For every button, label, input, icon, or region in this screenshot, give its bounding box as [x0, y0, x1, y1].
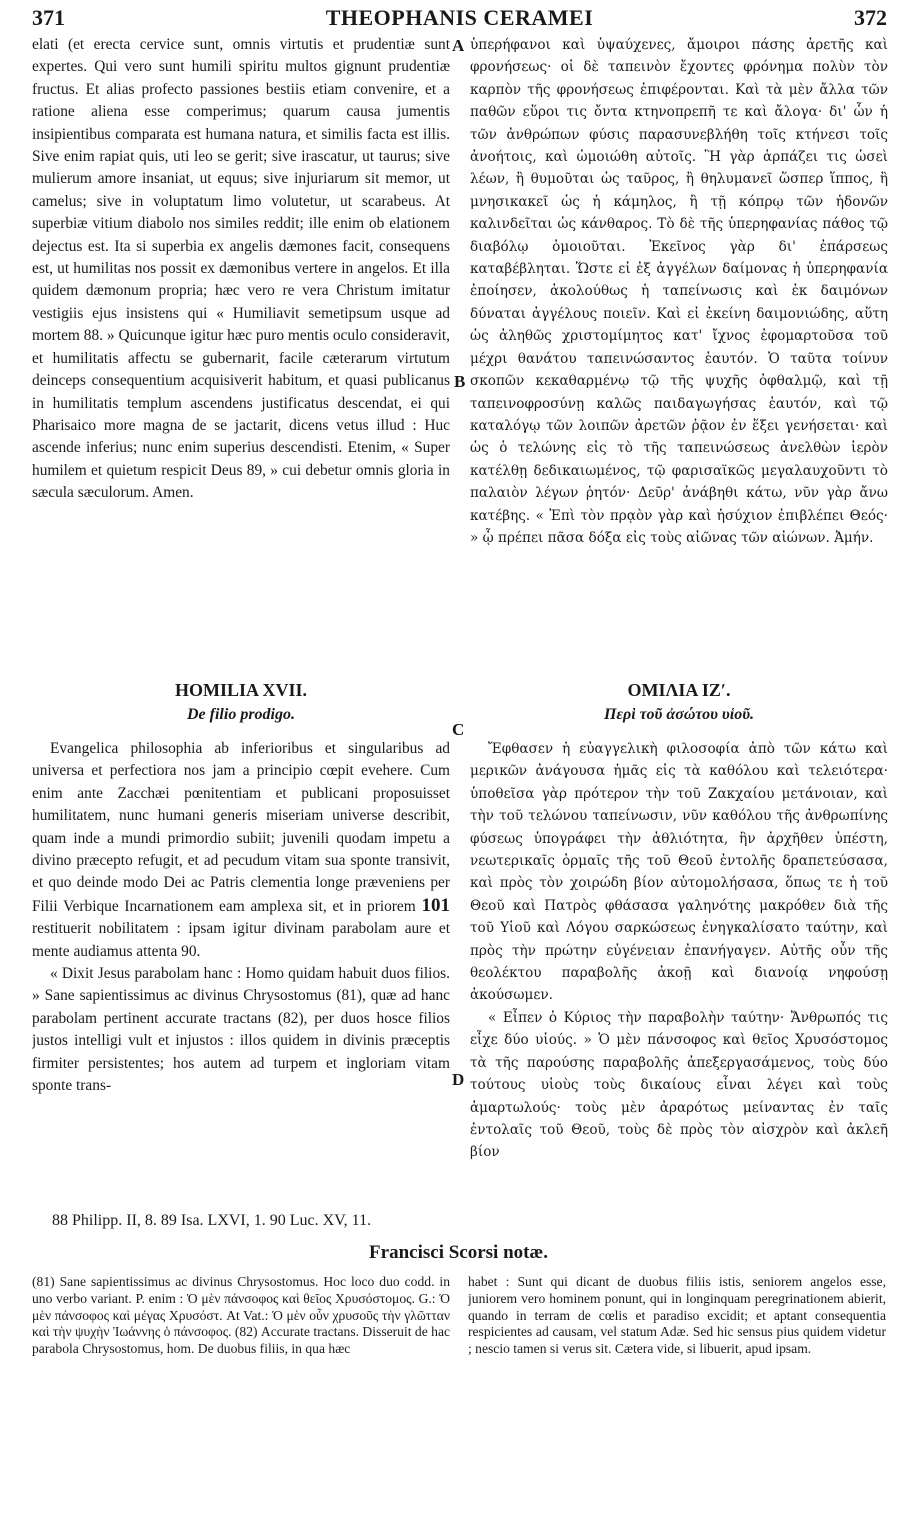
notes-left-column — [32, 1274, 450, 1404]
latin-homily-paragraph — [32, 738, 450, 963]
latin-homily-title: HOMILIA XVII. — [174, 680, 308, 700]
greek-column-homily — [470, 738, 888, 1208]
greek-homily-subtitle: Περὶ τοῦ ἀσώτου υἱοῦ. — [603, 706, 755, 723]
latin-text-run: Evangelica philosophia ab inferioribus et singularibus ad universa et perfectiora nos jam a principio cœpit evehere. Cum enim ante Zacchæi pœnitentiam et publicani proposuisset humilitatem, nunc humani generis miseriam universe describit, quam inde a mundi primordio subiit; juvenili quodam impetu a divino præcepto refugit, et ad pecudum vitam sua sponte transivit, et quo deinde modo Dei ac Patris clementia longe præveniens per Filii Verbique Incarnationem eam amplexa sit, et in priorem — [32, 740, 450, 915]
page-number-right: 372 — [853, 5, 887, 30]
greek-homily-paragraph: « Εἶπεν ὁ Κύριος τὴν παραβολὴν ταύτην· Ἄνθρωπός τις εἶχε δύο υἱούς. » Ὁ μὲν πάνσοφος καὶ θεῖος Χρυσόστομος τὰ τῆς παρούσης παραβολῆς ἀπεξεργασάμενος, τοὺς δύο τούτους υἱοὺς τοὺς δικαίους εἶναι λέγει καὶ τοὺς ἁμαρτωλούς· τοὺς μὲν ἀραρότως μείναντας ἐν ταῖς ἐντολαῖς τοῦ Θεοῦ, τοὺς δὲ πρὸς τὸν αἰσχρὸν καὶ ἀκλεῆ βίον — [470, 1009, 888, 1161]
greek-column-top — [470, 34, 888, 674]
column-number: 101 — [421, 894, 450, 916]
notes-title: Francisci Scorsi notæ. — [369, 1242, 548, 1263]
note-text: (81) Sane sapientissimus ac divinus Chrysostomus. Hoc loco duo codd. in uno verbo variant. P. enim : Ὁ μὲν πάνσοφος καὶ θεῖος Χρυσόστομος. G.: Ὁ μὲν πάνσοφος καὶ μέγας Χρυσόστ. At Vat.: Ὁ μὲν οὖν χρυσοῦς τὴν γλῶτταν καὶ τὴν ψυχὴν Ἰωάννης ὁ πάνσοφος. (82) Accurate tractans. Disseruit de hac parabola Chrysostomus, hom. De duobus filiis, in qua hæc — [32, 1274, 450, 1357]
latin-text-run: restituerit nobilitatem : ipsam igitur divinam parabolam aure et mente audiamus attenta 90. — [32, 920, 450, 960]
margin-letter-a: A — [452, 36, 465, 55]
running-title: THEOPHANIS CERAMEI — [325, 5, 594, 30]
margin-letter-b: B — [454, 372, 466, 391]
page-number-left: 371 — [32, 5, 65, 30]
running-head — [32, 6, 887, 30]
note-text: habet : Sunt qui dicant de duobus filiis istis, seniorem angelos esse, juniorem vero hominem ponunt, qui in longinquam peregrinationem abierit, quando in terram de cœlis et paradiso excidit; et aptant consequentia respicientes ad causam, vel statum Adæ. Sed hic sensus pius quidem videtur ; nescio tamen si verus sit. Cætera vide, si libuerit, apud ipsam. — [468, 1274, 886, 1357]
greek-homily-title: ΟΜΙΛΙΑ ΙΖʹ. — [627, 680, 731, 700]
footnotes: 88 Philipp. II, 8. 89 Isa. LXVI, 1. 90 Luc. XV, 11. — [52, 1212, 372, 1229]
latin-column-top — [32, 34, 450, 674]
latin-paragraph: elati (et erecta cervice sunt, omnis virtutis et prudentiæ sunt expertes. Qui vero sunt humili spiritu multos gignunt prudentiæ fructus. Et alias profecto passiones bestiis etiam convenire, et a ratione aliena esse comperimus; quarum causa jumentis insipientibus comparata est humana natura, et similis facta est illis. Sive enim rapiat quis, uti leo se gerit; sive irascatur, ut taurus; sive mulierum amore insaniat, ut equus; sive injuriarum sit memor, ut camelus; sive in voluptatum limo volutetur, ut scarabeus. At superbiæ vitium diabolo nos similes reddit; ille enim ob elationem dejectus est. Ita si superbia ex angelis dæmones facit, consequens est, ut humilitas nos possit ex dæmonibus vertere in angelos. Et illa quidem dæmonum propria; hæc vero re vera Christum imitatur vestigiis ejus insistens qui « Humiliavit semetipsum usque ad mortem 88. » Quicunque igitur hæc puro mentis oculo consideravit, et humilitatis affectu se gubernarit, facile cæterarum virtutum deinceps consequentium acquisiverit habitum, et quasi publicanus in humilitatis templum ascendens justificatus descendat, ei qui Pharisaico more magna de se jactarit, dicens vetus illud : Huc ascende inferius; nunc enim superius descendisti. Etenim, « Super humilem et quietum respicit Deus 89, » cui debetur omnis gloria in sæcula sæculorum. Amen. — [32, 36, 450, 502]
margin-letter-c: C — [452, 720, 465, 739]
latin-homily-paragraph: « Dixit Jesus parabolam hanc : Homo quidam habuit duos filios. » Sane sapientissimus ac divinus Chrysostomus (81), quæ ad hanc parabolam pertinent accurate tractans (82), per duos hosce filios justos intelligi vult et injustos : illos quidem in divinis præceptis firmiter persistentes; hos autem ad turpem et ingloriam vitam sponte trans- — [32, 965, 450, 1095]
latin-homily-subtitle: De filio prodigo. — [187, 706, 295, 723]
margin-letter-d: D — [452, 1070, 465, 1089]
greek-paragraph: ὑπερήφανοι καὶ ὑψαύχενες, ἄμοιροι πάσης ἀρετῆς καὶ φρονήσεως· οἱ δὲ ταπεινὸν ἔχοντες φρόνημα πολὺν τὸν καρπὸν τῆς φρονήσεως ἐπιφέρονται. Καὶ τὰ μὲν ἄλλα τῶν παθῶν εὕροι τις ὄντα κτηνοπρεπῆ τε καὶ ἄλογα· δι' ὧν ἡ τῶν ἀνθρώπων φύσις παρασυνεβλήθη τοῖς κτήνεσι τοῖς ἀνοήτοις, καὶ ὡμοιώθη αὐτοῖς. Ἢ γὰρ ἁρπάζει τις ὡσεὶ λέων, ἢ θυμοῦται ὡς ταῦρος, ἢ θηλυμανεῖ ὥσπερ ἵππος, ἢ μνησικακεῖ ὡς ἡ κάμηλος, ἢ τῇ κόπρῳ τῶν ἡδονῶν καλινδεῖται ὡς κάνθαρος. Τὸ δὲ τῆς ὑπερηφανίας πάθος τῷ διαβόλῳ ὁμοιοῦται. Ἐκεῖνος γὰρ δι' ἐπάρσεως καταβέβληται. Ὥστε εἰ ἐξ ἀγγέλων δαίμονας ἡ ὑπερηφανία ἐποίησεν, ἀκολούθως ἡ ταπείνωσις καὶ ἐκ δαιμόνων δύναται ἀγγέλους ποιεῖν. Καὶ εἰ ἐκείνη δαιμονιώδης, αὕτη ὡς ἀληθῶς χριστομίμητος κατ' ἴχνος ἐφομαρτοῦσα τοῦ μέχρι θανάτου ταπεινώσαντος ἑαυτόν. Ὁ ταῦτα τοίνυν σκοπῶν κεκαθαρμένῳ τῷ τῆς ψυχῆς ὀφθαλμῷ, καὶ τῇ ταπεινοφροσύνῃ καλῶς παιδαγωγήσας ἑαυτόν, καὶ τῷ καταλόγῳ τῶν λοιπῶν ἀρετῶν ῥᾷον ἐν ἕξει γενήσεται· καὶ ὡς ὁ τελώνης εἰς τὸ τῆς ταπεινώσεως ἀνελθὼν ἱερὸν κατέλθῃ δεδικαιωμένος, τῷ φαρισαϊκῶς μεγαλαυχοῦντι τὸ παλαιὸν λέγων ῥητόν· Δεῦρ' ἀνάβηθι κάτω, νῦν γὰρ ἄνω κατέβης. « Ἐπὶ τὸν πρᾳὸν γὰρ καὶ ἡσύχιον ἐπιβλέπει Θεός· » ᾧ πρέπει πᾶσα δόξα εἰς τοὺς αἰῶνας τῶν αἰώνων. Ἀμήν. — [470, 37, 888, 546]
notes-right-column — [468, 1274, 886, 1404]
latin-column-homily — [32, 738, 450, 1208]
greek-homily-paragraph: Ἔφθασεν ἡ εὐαγγελικὴ φιλοσοφία ἀπὸ τῶν κάτω καὶ μερικῶν ἀνάγουσα ἡμᾶς εἰς τὰ καθόλου καὶ τελειότερα· ὑποθεῖσα γὰρ πρότερον τὴν τοῦ Ζακχαίου μετάνοιαν, καὶ τὴν τοῦ τελώνου ταπείνωσιν, νῦν καθόλου τῆς ἀνθρωπίνης φύσεως ὑπογράφει τὴν ἀθλιότητα, ἣν ἀρχῆθεν ὑπέστη, νεωτερικαῖς ὁρμαῖς τῆς τοῦ Θεοῦ ἐντολῆς δραπετεύσασα, καὶ πρὸς τὸν χοιρώδη βίον αὐτομολήσασα, ὅπως τε ἡ τοῦ Θεοῦ καὶ Πατρὸς φθάσασα γαληνότης μακρόθεν διὰ τῆς τοῦ Υἱοῦ καὶ Λόγου σαρκώσεως ἐνηγκαλίσατο ταύτην, καὶ πρὸς τὴν πρώτην εὐγένειαν ἐπανήγαγεν. Αὐτῆς οὖν τῆς θεολέκτου παραβολῆς ἀκοῇ καὶ διανοίᾳ νηφούσῃ ἀκούσωμεν. — [470, 741, 888, 1004]
